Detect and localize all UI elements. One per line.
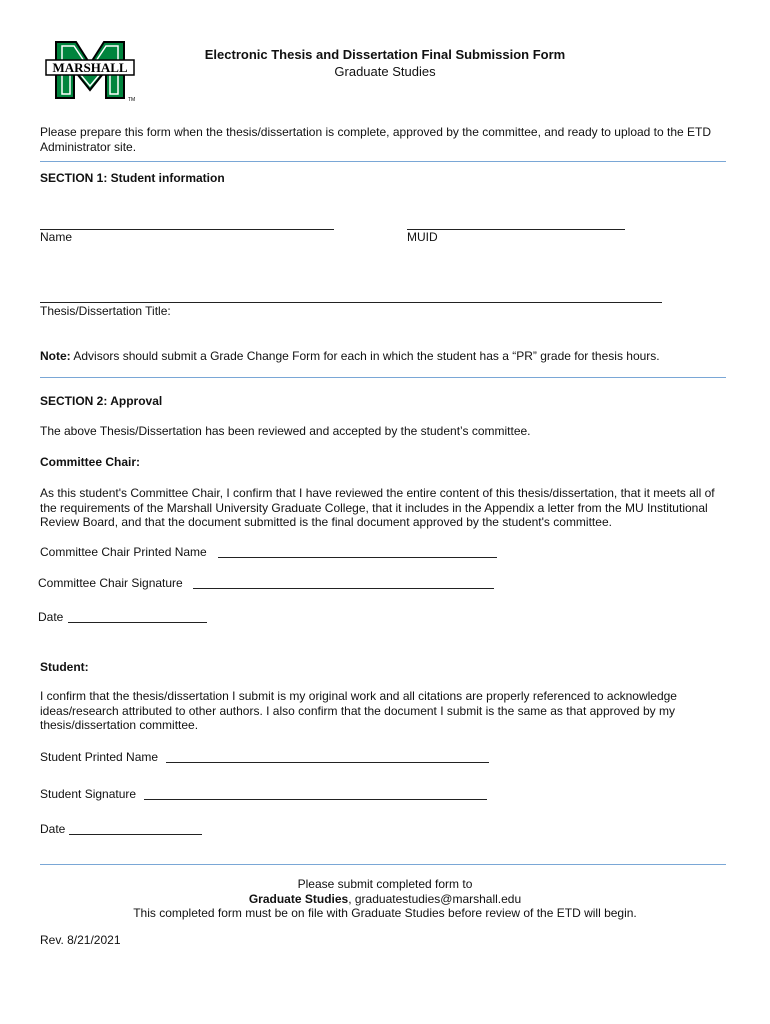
- logo-text: MARSHALL: [52, 60, 128, 75]
- file-notice: This completed form must be on file with Graduate Studies before review of the ETD will begin.: [133, 906, 637, 920]
- muid-line[interactable]: [407, 229, 625, 230]
- student-signature-line[interactable]: [144, 799, 487, 800]
- chair-signature-line[interactable]: [193, 588, 494, 589]
- name-label: Name: [40, 230, 73, 244]
- student-date-label: Date: [40, 822, 66, 836]
- committee-chair-heading: Committee Chair:: [40, 455, 141, 469]
- chair-printed-name-line[interactable]: [218, 557, 497, 558]
- divider: [40, 864, 726, 865]
- section2-heading: SECTION 2: Approval: [40, 394, 163, 408]
- name-line[interactable]: [40, 229, 334, 230]
- intro-text: Please prepare this form when the thesis/dissertation is complete, approved by the committee, and ready to upload to the ETD Administrator site.: [40, 125, 712, 154]
- student-text: I confirm that the thesis/dissertation I submit is my original work and all citations are properly referenced to acknowledge ideas/research attributed to other authors. I also confirm that the document I submit is the same as that approved by my thesis/dissertation committee.: [40, 689, 677, 733]
- chair-date-line[interactable]: [68, 622, 207, 623]
- title-line[interactable]: [40, 302, 662, 303]
- submit-contact: [0, 892, 770, 906]
- form-subtitle: Graduate Studies: [334, 64, 436, 79]
- divider: [40, 377, 726, 378]
- muid-label: MUID: [407, 230, 438, 244]
- approval-statement: The above Thesis/Dissertation has been reviewed and accepted by the student’s committee.: [40, 424, 531, 438]
- chair-signature-label: Committee Chair Signature: [38, 576, 183, 590]
- student-signature-label: Student Signature: [40, 787, 137, 801]
- student-date-line[interactable]: [69, 834, 202, 835]
- chair-date-label: Date: [38, 610, 64, 624]
- chair-printed-name-label: Committee Chair Printed Name: [40, 545, 207, 559]
- student-printed-name-line[interactable]: [166, 762, 489, 763]
- graduate-studies-office: Graduate Studies: [248, 892, 349, 906]
- divider: [40, 161, 726, 162]
- student-heading: Student:: [40, 660, 89, 674]
- submit-instruction: Please submit completed form to: [297, 877, 473, 891]
- form-title: Electronic Thesis and Dissertation Final Submission Form: [204, 47, 566, 62]
- logo-tm: TM: [128, 97, 136, 102]
- student-printed-name-label: Student Printed Name: [40, 750, 159, 764]
- section1-heading: SECTION 1: Student information: [40, 171, 225, 185]
- marshall-logo: [44, 38, 136, 102]
- committee-chair-text: As this student's Committee Chair, I confirm that I have reviewed the entire content of this thesis/dissertation, that it meets all of the requirements of the Marshall University Graduate College, that it includes in the Appendix a letter from the MU Institutional Review Board, and that the document submitted is the final document approved by the student's committee.: [40, 486, 715, 530]
- revision-date: Rev. 8/21/2021: [40, 933, 121, 947]
- thesis-title-label: Thesis/Dissertation Title:: [40, 304, 171, 318]
- graduate-studies-email[interactable]: , graduatestudies@marshall.edu: [348, 892, 522, 906]
- note-text: [40, 349, 660, 363]
- note-bold: Note:: [40, 349, 71, 363]
- note-body: Advisors should submit a Grade Change Form for each in which the student has a “PR” grade for thesis hours.: [70, 349, 660, 363]
